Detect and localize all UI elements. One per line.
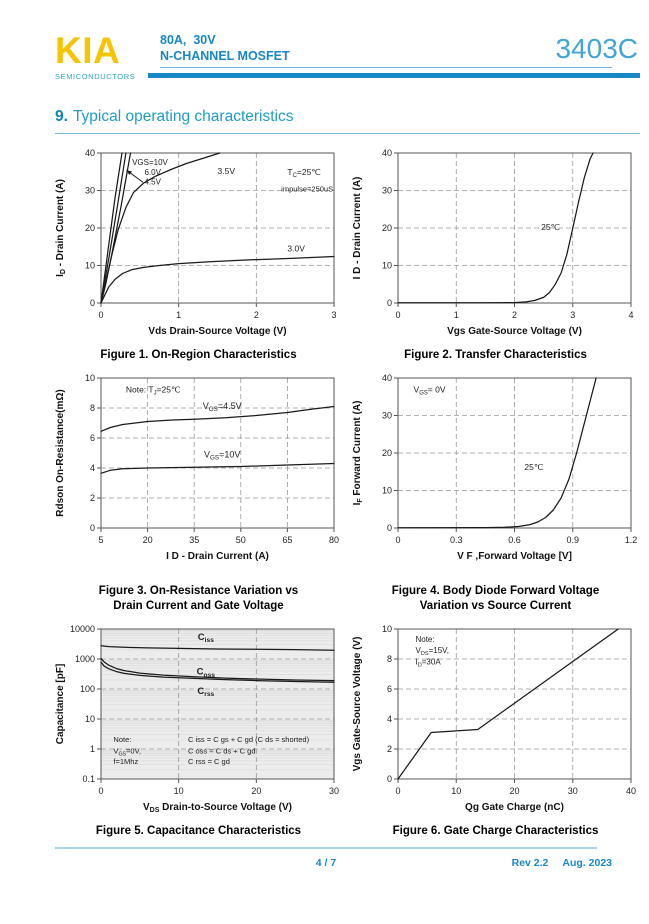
figure-4-caption-line2: Variation vs Source Current <box>419 600 572 613</box>
x-tick-label: 2 <box>511 310 517 321</box>
x-tick-label: 10 <box>450 785 461 796</box>
annotation: 3.5V <box>217 166 235 177</box>
figure-3-caption: Figure 3. On-Resistance Variation vs <box>98 585 299 598</box>
y-tick-label: 0 <box>386 773 392 784</box>
figure-5-caption: Figure 5. Capacitance Characteristics <box>95 824 302 837</box>
annotation: $C_{iss}$ <box>197 631 214 645</box>
figure-5-chart <box>53 620 345 822</box>
figure-6-chart <box>350 620 642 822</box>
annotation: Note: <box>112 735 131 745</box>
annotation: 6.0V <box>143 167 161 177</box>
annotation: impulse=250uS <box>280 184 333 194</box>
figure-6 <box>347 620 644 839</box>
y-axis-label: Rdson On-Resistance(mΩ) <box>54 389 66 517</box>
y-tick-label: 10 <box>381 485 392 496</box>
annotation: Note: <box>414 634 435 644</box>
x-tick-label: 20 <box>250 785 261 796</box>
y-tick-label: 2 <box>386 743 392 754</box>
y-tick-label: 8 <box>386 653 392 664</box>
y-tick-label: 6 <box>386 683 392 694</box>
page-number: 4 / 7 <box>315 856 337 869</box>
y-tick-label: 0 <box>386 523 392 534</box>
x-axis-label: Vgs Gate-Source Voltage (V) <box>446 326 582 338</box>
annotation: 3.0V <box>286 243 305 254</box>
y-tick-label: 30 <box>84 185 95 196</box>
y-tick-label: 20 <box>84 223 95 234</box>
annotation: Note: $T_J=25℃$ <box>125 384 181 397</box>
y-tick-label: 20 <box>381 223 392 234</box>
header-right <box>148 33 640 78</box>
y-tick-label: 10000 <box>69 623 95 634</box>
figure-2 <box>347 144 644 363</box>
x-tick-label: 1.2 <box>624 535 637 546</box>
annotation: C oss = C ds + C gd <box>187 746 256 756</box>
y-axis-label: Capacitance [pF] <box>54 663 66 745</box>
annotation: $V_{GS}=10V$ <box>203 449 240 462</box>
annotation: $I_D=30A$ <box>414 657 441 669</box>
annotation: C rss = C gd <box>187 756 230 766</box>
figure-5 <box>50 620 347 839</box>
annotation: 25℃ <box>523 461 543 472</box>
x-tick-label: 30 <box>328 785 339 796</box>
x-tick-label: 65 <box>281 535 292 546</box>
header-title-row <box>148 33 640 63</box>
x-tick-label: 5 <box>97 535 104 546</box>
y-tick-label: 0 <box>89 523 95 534</box>
x-tick-label: 30 <box>567 785 578 796</box>
y-tick-label: 100 <box>79 683 95 694</box>
product-description <box>160 33 290 63</box>
x-tick-label: 20 <box>508 785 520 796</box>
x-tick-label: 2 <box>253 310 259 321</box>
y-tick-label: 40 <box>381 373 392 384</box>
x-tick-label: 0 <box>394 785 401 796</box>
x-tick-label: 20 <box>142 535 153 546</box>
x-tick-label: 3 <box>569 310 575 321</box>
figures-grid <box>50 144 649 839</box>
annotation: $T_C=25℃$ <box>286 166 321 180</box>
y-tick-label: 0.1 <box>81 773 95 784</box>
x-axis-label: V F ,Forward Voltage [V] <box>456 551 572 563</box>
figure-6-caption: Figure 6. Gate Charge Characteristics <box>392 824 599 837</box>
figure-4-chart <box>350 369 642 571</box>
y-tick-label: 20 <box>381 448 392 459</box>
revision-date: Aug. 2023 <box>562 856 612 869</box>
x-axis-label: Qg Gate Charge (nC) <box>464 801 564 813</box>
section-number: 9. <box>55 108 68 126</box>
x-axis-label: $V_{DS}$ Drain-to-Source Voltage (V) <box>142 801 292 815</box>
figure-4-caption: Figure 4. Body Diode Forward Voltage <box>391 585 600 598</box>
figure-2-chart <box>350 144 642 346</box>
product-rating: 80A, 30V <box>160 33 216 47</box>
annotation: $V_{DS}=15V$, <box>414 645 449 658</box>
annotation: $V_{GS}=0V$, <box>112 746 141 758</box>
x-tick-label: 35 <box>188 535 199 546</box>
y-tick-label: 4 <box>386 713 392 724</box>
header <box>55 30 640 82</box>
y-axis-label: I D - Drain Current (A) <box>351 176 363 280</box>
annotation: $C_{oss}$ <box>196 666 215 679</box>
kia-logo: KIA <box>55 30 121 71</box>
x-tick-label: 0 <box>394 310 401 321</box>
figure-1-caption: Figure 1. On-Region Characteristics <box>100 349 297 362</box>
y-tick-label: 10 <box>84 260 95 271</box>
header-rule-thick <box>148 73 640 78</box>
y-tick-label: 30 <box>381 185 392 196</box>
y-tick-label: 4 <box>89 463 95 474</box>
y-tick-label: 8 <box>89 403 95 414</box>
x-tick-label: 0 <box>97 310 104 321</box>
section-heading <box>55 108 640 134</box>
x-tick-label: 0 <box>394 535 401 546</box>
x-tick-label: 40 <box>625 785 636 796</box>
x-tick-label: 0.6 <box>507 535 521 546</box>
header-rule-thin <box>160 67 612 68</box>
annotation: C iss = C gs + C gd (C ds = shorted) <box>187 735 309 745</box>
figure-4 <box>347 369 644 614</box>
figure-1-chart <box>53 144 345 346</box>
y-tick-label: 40 <box>381 148 392 159</box>
x-tick-label: 50 <box>235 535 246 546</box>
x-tick-label: 1 <box>453 310 459 321</box>
x-tick-label: 80 <box>328 535 339 546</box>
y-axis-label: $I_F$ Forward Current (A) <box>351 400 364 506</box>
figure-3 <box>50 369 347 614</box>
y-tick-label: 40 <box>84 148 95 159</box>
revision-info <box>512 857 612 869</box>
y-tick-label: 10 <box>84 713 95 724</box>
section-title: Typical operating characteristics <box>72 108 294 126</box>
revision-label: Rev 2.2 <box>511 856 549 869</box>
x-tick-label: 1 <box>175 310 181 321</box>
y-tick-label: 30 <box>381 410 392 421</box>
y-tick-label: 10 <box>381 623 392 634</box>
annotation: f=1Mhz <box>112 756 138 766</box>
annotation: $C_{rss}$ <box>196 685 214 699</box>
x-tick-label: 0.9 <box>565 535 579 546</box>
y-tick-label: 2 <box>89 493 95 504</box>
annotation: VGS=10V <box>131 158 168 168</box>
y-tick-label: 10 <box>84 373 95 384</box>
footer <box>55 847 612 869</box>
y-tick-label: 1000 <box>74 653 95 664</box>
y-tick-label: 1 <box>89 743 95 754</box>
x-tick-label: 0 <box>97 785 104 796</box>
figure-2-caption: Figure 2. Transfer Characteristics <box>404 349 587 362</box>
y-tick-label: 0 <box>89 298 95 309</box>
y-axis-label: $I_D$ - Drain Current (A) <box>54 179 67 278</box>
logo-subtext: SEMICONDUCTORS <box>55 72 136 82</box>
y-tick-label: 10 <box>381 260 392 271</box>
figure-3-chart <box>53 369 345 571</box>
y-axis-label: Vgs Gate-Source Voltage (V) <box>351 636 363 772</box>
x-tick-label: 3 <box>330 310 337 321</box>
figure-1 <box>50 144 347 363</box>
annotation: $V_{GS}=4.5V$ <box>202 400 242 414</box>
annotation: 25℃ <box>540 222 560 233</box>
x-tick-label: 4 <box>627 310 634 321</box>
logo-block <box>55 30 148 82</box>
product-type: N-CHANNEL MOSFET <box>160 49 290 63</box>
part-number: 3403C <box>555 33 638 64</box>
x-axis-label: Vds Drain-Source Voltage (V) <box>147 326 287 338</box>
figure-3-caption-line2: Drain Current and Gate Voltage <box>113 600 284 613</box>
annotation: 4.5V <box>143 177 161 187</box>
y-tick-label: 6 <box>89 433 95 444</box>
annotation: $V_{GS}= 0V$ <box>413 384 446 397</box>
x-axis-label: I D - Drain Current (A) <box>165 551 269 563</box>
x-tick-label: 0.3 <box>449 535 463 546</box>
x-tick-label: 10 <box>173 785 184 796</box>
y-tick-label: 0 <box>386 298 392 309</box>
